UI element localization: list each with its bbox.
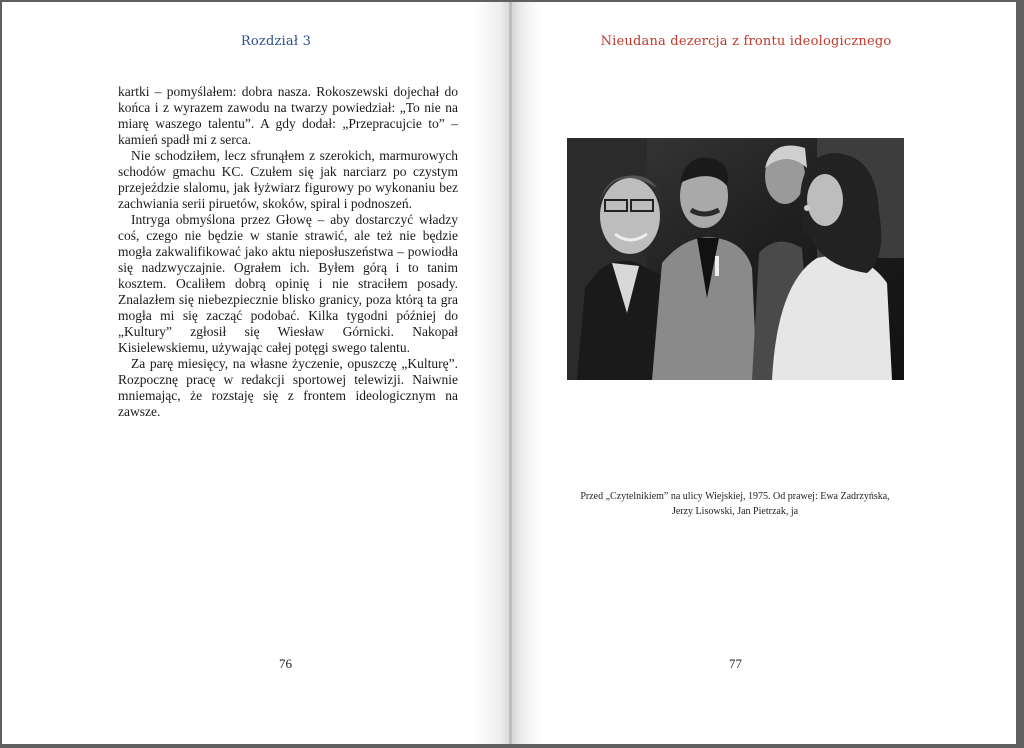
left-page-number: 76 xyxy=(279,656,292,671)
book-gutter xyxy=(509,2,512,744)
black-and-white-photo xyxy=(567,138,904,380)
paragraph-1: kartki – pomyślałem: dobra nasza. Rokoszewski dojechał do końca i z wyrazem zawodu na twarzy powiedział: „To nie na miarę waszego talentu”. A gdy dodał: „Przepracujcie to” – kamień spadł mi z serca. xyxy=(118,84,458,147)
right-running-head: Nieudana dezercja z frontu ideologicznego xyxy=(600,34,892,49)
photo-caption xyxy=(560,489,910,519)
caption-line-1: Przed „Czytelnikiem” na ulicy Wiejskiej, 1975. Od prawej: Ewa Zadrzyńska, xyxy=(580,491,890,502)
left-running-head: Rozdział 3 xyxy=(240,34,312,49)
body-text xyxy=(118,84,458,420)
paragraph-4: Za parę miesięcy, na własne życzenie, opuszczę „Kulturę”. Rozpocznę pracę w redakcji sportowej telewizji. Naiwnie mniemając, że rozstaję się z frontem ideologicznym na zawsze. xyxy=(118,356,458,419)
paragraph-2: Nie schodziłem, lecz sfrunąłem z szerokich, marmurowych schodów gmachu KC. Czułem się jak narciarz po czystym przejeździe slalomu, jak łyżwiarz figurowy po wykonaniu bez zachwiania serii piruetów, skoków, spiral i podnoszeń. xyxy=(118,148,458,211)
caption-line-2: Jerzy Lisowski, Jan Pietrzak, ja xyxy=(671,506,799,517)
paragraph-3: Intryga obmyślona przez Głowę – aby dostarczyć władzy coś, czego nie będzie w stanie strawić, ale też nie będzie mogła zakwalifikować jako aktu nieposłuszeństwa – powiodła się nadzwyczajnie. Ograłem ich. Byłem górą i to tanim kosztem. Ocaliłem dobrą opinię i nie straciłem posady. Znalazłem się niebezpiecznie blisko granicy, poza którą ta gra mogła mi się zacząć podobać. Kilka tygodni później do „Kultury” zgłosił się Wiesław Górnicki. Nakopał Kisielewskiemu, używając całej potęgi swego talentu. xyxy=(118,212,458,355)
right-page-number: 77 xyxy=(729,656,742,671)
